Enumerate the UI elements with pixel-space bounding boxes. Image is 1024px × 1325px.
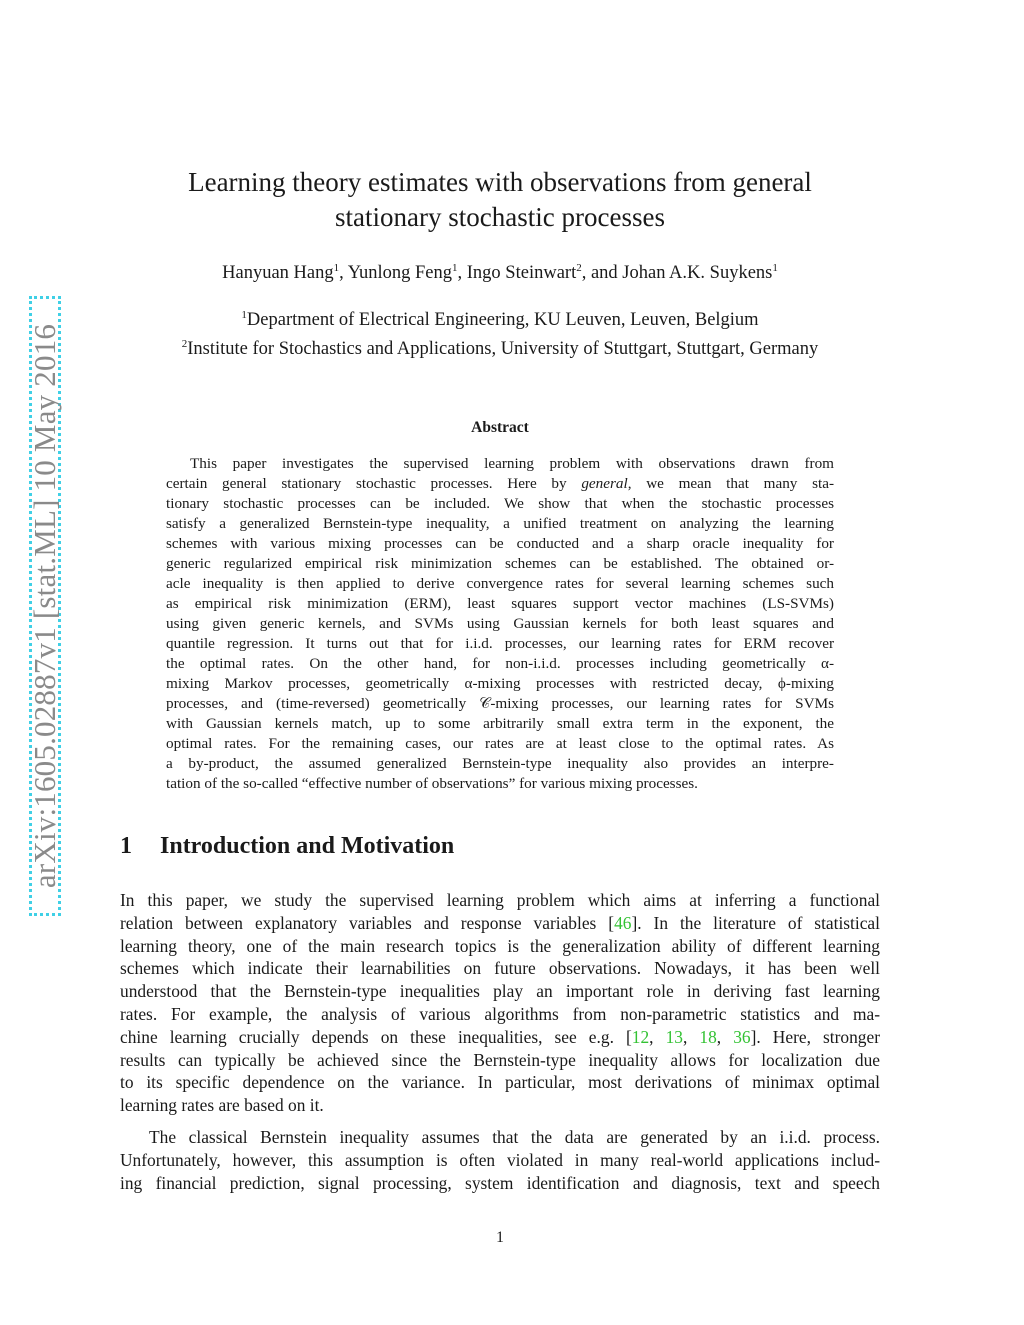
citation-separator: , xyxy=(716,1026,734,1047)
affiliation-marker: 2 xyxy=(576,262,582,274)
abstract-line: with Gaussian kernels match, up to some arbitrarily small extra term in the exponent, the xyxy=(166,715,834,732)
citation-link[interactable]: 36 xyxy=(733,1026,751,1047)
affiliation-marker: 1 xyxy=(772,262,778,274)
abstract-line: tation of the so-called “effective number of observations” for various mixing processes. xyxy=(166,775,698,792)
paragraph-line: Unfortunately, however, this assumption is often violated in many real-world applications includ- xyxy=(120,1149,880,1170)
affiliation-marker: 1 xyxy=(241,309,247,321)
section-number: 1 xyxy=(120,833,132,859)
citation-link[interactable]: 18 xyxy=(699,1026,717,1047)
paragraph-line: rates. For example, the analysis of various algorithms from non-parametric statistics and ma- xyxy=(120,1003,880,1024)
paragraph-text: ]. In the literature of statistical xyxy=(631,912,880,933)
author-name: Ingo Steinwart xyxy=(466,263,577,284)
paragraph-line: learning theory, one of the main research topics is the generalization ability of different learning xyxy=(120,935,880,956)
section-heading xyxy=(120,833,454,860)
paragraph-text: ]. Here, stronger xyxy=(750,1026,880,1047)
abstract-emphasis: general xyxy=(581,475,628,492)
abstract-body xyxy=(166,454,834,794)
abstract-line: a by-product, the assumed generalized Bernstein-type inequality also provides an interpre- xyxy=(166,755,834,772)
abstract-line: This paper investigates the supervised learning problem with observations drawn from xyxy=(190,455,834,472)
abstract-line: schemes with various mixing processes can be conducted and a sharp oracle inequality for xyxy=(166,535,834,552)
abstract-line: generic regularized empirical risk minimization schemes can be established. The obtained or- xyxy=(166,555,834,572)
intro-paragraph-1 xyxy=(120,889,880,1117)
author-name: Johan A.K. Suykens xyxy=(622,263,773,284)
abstract-line: using given generic kernels, and SVMs using Gaussian kernels for both least squares and xyxy=(166,615,834,632)
citation-link[interactable]: 12 xyxy=(631,1026,650,1047)
affiliation-2 xyxy=(110,332,890,361)
abstract-line: processes, and (time-reversed) geometrically 𝒞-mixing processes, our learning rates for SVMs xyxy=(166,695,834,712)
abstract-line: tionary stochastic processes can be included. We show that when the stochastic processes xyxy=(166,495,834,512)
abstract-line: the optimal rates. On the other hand, for non-i.i.d. processes including geometrically α- xyxy=(166,655,834,672)
paragraph-text: chine learning crucially depends on these inequalities, see e.g. [ xyxy=(120,1026,632,1047)
affiliation-text: Institute for Stochastics and Applications, University of Stuttgart, Stuttgart, Germany xyxy=(187,339,819,360)
affiliations xyxy=(110,303,890,361)
paragraph-line: results can typically be achieved since the Bernstein-type inequality allows for localization due xyxy=(120,1049,880,1070)
affiliation-marker: 1 xyxy=(452,262,458,274)
affiliation-marker: 2 xyxy=(181,338,188,351)
abstract-line: as empirical risk minimization (ERM), least squares support vector machines (LS-SVMs) xyxy=(166,595,834,612)
page-number: 1 xyxy=(496,1229,504,1246)
paper-title xyxy=(120,165,880,235)
citation-separator: , xyxy=(649,1026,666,1047)
affiliation-1 xyxy=(110,303,890,332)
paragraph-line: to its specific dependence on the variance. In particular, most derivations of minimax optimal xyxy=(120,1072,880,1093)
intro-paragraph-2 xyxy=(120,1126,880,1194)
author-separator: , and xyxy=(581,263,623,284)
paragraph-text: relation between explanatory variables and response variables [ xyxy=(120,912,615,933)
paragraph-line xyxy=(120,1026,880,1049)
abstract-line: acle inequality is then applied to derive convergence rates for several learning schemes such xyxy=(166,575,834,592)
abstract-line: optimal rates. For the remaining cases, our rates are at least close to the optimal rates. As xyxy=(166,735,834,752)
paragraph-line xyxy=(120,912,880,935)
paragraph-line: The classical Bernstein inequality assumes that the data are generated by an i.i.d. process. xyxy=(149,1127,880,1147)
section-title: Introduction and Motivation xyxy=(160,833,455,859)
author-separator: , xyxy=(457,263,467,284)
abstract-text: , we mean that many sta- xyxy=(627,475,835,492)
paragraph-line: In this paper, we study the supervised learning problem which aims at inferring a functional xyxy=(120,890,880,910)
abstract-heading: Abstract xyxy=(471,419,529,436)
affiliation-text: Department of Electrical Engineering, KU Leuven, Leuven, Belgium xyxy=(246,310,759,331)
author-name: Yunlong Feng xyxy=(347,263,453,284)
author-list xyxy=(120,262,880,284)
paragraph-line: understood that the Bernstein-type inequalities play an important role in deriving fast learning xyxy=(120,981,880,1002)
author-name: Hanyuan Hang xyxy=(222,263,334,284)
arxiv-identifier[interactable]: arXiv:1605.02887v1 [stat.ML] 10 May 2016 xyxy=(27,323,62,889)
abstract-line: satisfy a generalized Bernstein-type inequality, a unified treatment on analyzing the learning xyxy=(166,515,834,532)
paragraph-line: ing financial prediction, signal processing, system identification and diagnosis, text and speech xyxy=(120,1172,880,1193)
abstract-text: certain general stationary stochastic processes. Here by xyxy=(166,475,567,492)
author-separator: , xyxy=(339,263,348,284)
abstract-line xyxy=(166,474,834,494)
citation-link[interactable]: 13 xyxy=(665,1026,683,1047)
citation-separator: , xyxy=(682,1026,700,1047)
abstract-line: quantile regression. It turns out that for i.i.d. processes, our learning rates for ERM recover xyxy=(166,635,834,652)
title-line-1: Learning theory estimates with observations from general xyxy=(188,167,812,197)
paragraph-line: schemes which indicate their learnabilities on future observations. Nowadays, it has been well xyxy=(120,958,880,979)
affiliation-marker: 1 xyxy=(333,262,340,274)
abstract-line: mixing Markov processes, geometrically α-mixing processes with restricted decay, ϕ-mixing xyxy=(166,675,834,692)
citation-link[interactable]: 46 xyxy=(614,912,632,933)
paragraph-line: learning rates are based on it. xyxy=(120,1095,324,1116)
title-line-2: stationary stochastic processes xyxy=(335,202,665,232)
